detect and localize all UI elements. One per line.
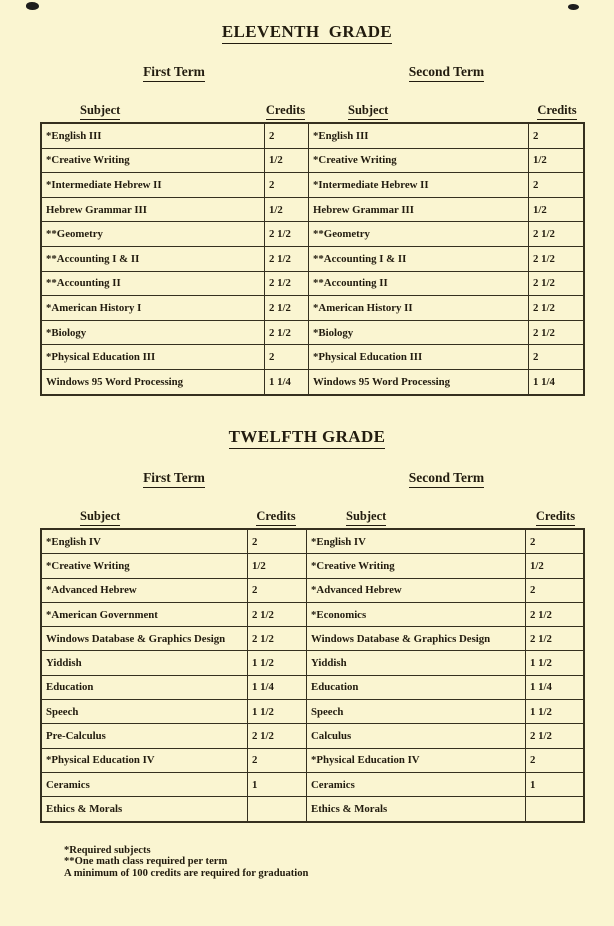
subject-cell: *Creative Writing xyxy=(308,149,528,173)
credits-cell: 2 1/2 xyxy=(528,321,583,345)
subject-cell: *Biology xyxy=(308,321,528,345)
credits-cell: 1/2 xyxy=(528,198,583,222)
credits-cell: 2 xyxy=(264,173,308,197)
twelfth-grade-table xyxy=(40,528,585,823)
credits-cell: 2 1/2 xyxy=(264,321,308,345)
table-row xyxy=(42,197,583,222)
column-headers xyxy=(40,509,585,526)
credits-cell: 2 1/2 xyxy=(264,272,308,296)
credits-cell: 2 xyxy=(247,530,306,553)
table-row xyxy=(42,172,583,197)
table-row xyxy=(42,578,583,602)
subject-header: Subject xyxy=(308,103,529,120)
credits-cell: 2 xyxy=(528,345,583,369)
subject-cell: *Biology xyxy=(46,326,87,339)
subject-cell: Windows Database & Graphics Design xyxy=(46,632,226,645)
column-headers xyxy=(40,103,585,120)
table-row xyxy=(42,246,583,271)
credits-cell: 1/2 xyxy=(264,149,308,173)
table-row xyxy=(42,320,583,345)
subject-cell: *Physical Education III xyxy=(308,345,528,369)
credits-cell: 1/2 xyxy=(264,198,308,222)
subject-header: Subject xyxy=(40,103,263,120)
credits-cell: 2 1/2 xyxy=(247,724,306,747)
credits-cell: 1 1/2 xyxy=(247,651,306,674)
credits-cell: 2 1/2 xyxy=(264,222,308,246)
credits-cell: 1 1/4 xyxy=(525,676,583,699)
credits-cell xyxy=(525,797,583,820)
credits-cell: 2 1/2 xyxy=(247,603,306,626)
credits-cell: 1 1/4 xyxy=(264,370,308,394)
subject-header: Subject xyxy=(40,509,246,526)
subject-cell: *Intermediate Hebrew II xyxy=(308,173,528,197)
subject-cell: **Accounting II xyxy=(46,277,121,290)
credits-cell: 2 1/2 xyxy=(525,627,583,650)
grade-title-text: TWELFTH GRADE xyxy=(229,427,386,449)
credits-cell: 2 xyxy=(264,124,308,148)
credits-cell: 2 1/2 xyxy=(528,272,583,296)
table-row xyxy=(42,221,583,246)
credits-cell: 1 xyxy=(247,773,306,796)
table-row xyxy=(42,796,583,820)
credits-cell: 1/2 xyxy=(525,554,583,577)
table-row xyxy=(42,148,583,173)
footnote-line: *Required subjects xyxy=(64,845,151,856)
subject-cell: **Geometry xyxy=(308,222,528,246)
credits-cell: 2 1/2 xyxy=(264,296,308,320)
subject-cell: *English III xyxy=(308,124,528,148)
table-row xyxy=(42,723,583,747)
subject-header: Subject xyxy=(306,509,526,526)
eleventh-grade-table xyxy=(40,122,585,396)
credits-cell: 2 1/2 xyxy=(528,247,583,271)
subject-cell: Windows Database & Graphics Design xyxy=(306,627,525,650)
scan-artifact xyxy=(26,2,39,10)
credits-cell: 1/2 xyxy=(247,554,306,577)
subject-cell: Education xyxy=(46,681,94,694)
table-row xyxy=(42,553,583,577)
credits-cell xyxy=(247,797,306,820)
credits-cell: 2 1/2 xyxy=(528,222,583,246)
subject-cell: *American History II xyxy=(308,296,528,320)
table-row xyxy=(42,699,583,723)
credits-cell: 2 xyxy=(525,749,583,772)
credits-cell: 2 xyxy=(528,173,583,197)
subject-cell: *English III xyxy=(46,129,102,142)
credits-cell: 2 1/2 xyxy=(264,247,308,271)
subject-cell: Hebrew Grammar III xyxy=(308,198,528,222)
scan-artifact xyxy=(568,4,579,10)
credits-header: Credits xyxy=(246,509,306,526)
subject-cell: Ethics & Morals xyxy=(306,797,525,820)
subject-cell: Hebrew Grammar III xyxy=(46,203,147,216)
credits-cell: 1/2 xyxy=(528,149,583,173)
subject-cell: Ceramics xyxy=(46,778,90,791)
subject-cell: Education xyxy=(306,676,525,699)
subject-cell: *Intermediate Hebrew II xyxy=(46,178,162,191)
footnote-line: **One math class required per term xyxy=(64,856,228,868)
term-label-first: First Term xyxy=(40,470,308,488)
subject-cell: *Physical Education IV xyxy=(306,749,525,772)
footnotes xyxy=(64,845,308,879)
credits-header: Credits xyxy=(529,103,585,120)
credits-cell: 1 1/2 xyxy=(525,700,583,723)
subject-cell: Speech xyxy=(306,700,525,723)
grade-title-text: ELEVENTH GRADE xyxy=(222,22,392,44)
subject-cell: *Economics xyxy=(306,603,525,626)
subject-cell: Pre-Calculus xyxy=(46,730,106,743)
table-row xyxy=(42,748,583,772)
subject-cell: *English IV xyxy=(306,530,525,553)
table-row xyxy=(42,271,583,296)
credits-cell: 2 1/2 xyxy=(528,296,583,320)
credits-cell: 2 1/2 xyxy=(525,724,583,747)
credits-header: Credits xyxy=(526,509,585,526)
credits-cell: 1 1/2 xyxy=(247,700,306,723)
term-label-first: First Term xyxy=(40,64,308,82)
credits-cell: 2 xyxy=(264,345,308,369)
credits-cell: 2 xyxy=(525,579,583,602)
subject-cell: **Geometry xyxy=(46,228,103,241)
credits-cell: 1 xyxy=(525,773,583,796)
table-row xyxy=(42,295,583,320)
credits-cell: 2 xyxy=(525,530,583,553)
subject-cell: Ethics & Morals xyxy=(46,802,123,815)
credits-cell: 1 1/4 xyxy=(247,676,306,699)
table-row xyxy=(42,602,583,626)
table-row xyxy=(42,650,583,674)
term-label-second: Second Term xyxy=(308,470,585,488)
table-row xyxy=(42,369,583,394)
subject-cell: Yiddish xyxy=(306,651,525,674)
table-row xyxy=(42,124,583,148)
subject-cell: *Creative Writing xyxy=(306,554,525,577)
table-row xyxy=(42,675,583,699)
subject-cell: Calculus xyxy=(306,724,525,747)
subject-cell: *Creative Writing xyxy=(46,559,130,572)
table-row xyxy=(42,530,583,553)
subject-cell: *Physical Education IV xyxy=(46,754,155,767)
subject-cell: *American History I xyxy=(46,301,142,314)
subject-cell: **Accounting I & II xyxy=(308,247,528,271)
table-row xyxy=(42,772,583,796)
subject-cell: **Accounting I & II xyxy=(46,252,140,265)
subject-cell: *American Government xyxy=(46,608,158,621)
subject-cell: Windows 95 Word Processing xyxy=(308,370,528,394)
credits-cell: 2 xyxy=(247,749,306,772)
subject-cell: **Accounting II xyxy=(308,272,528,296)
subject-cell: Windows 95 Word Processing xyxy=(46,375,184,388)
subject-cell: *Advanced Hebrew xyxy=(306,579,525,602)
grade-title xyxy=(0,427,614,449)
credits-cell: 2 xyxy=(247,579,306,602)
grade-title xyxy=(0,22,614,44)
credits-header: Credits xyxy=(263,103,308,120)
subject-cell: Speech xyxy=(46,705,79,718)
credits-cell: 2 xyxy=(528,124,583,148)
subject-cell: Ceramics xyxy=(306,773,525,796)
credits-cell: 1 1/4 xyxy=(528,370,583,394)
table-row xyxy=(42,626,583,650)
term-label-second: Second Term xyxy=(308,64,585,82)
subject-cell: *English IV xyxy=(46,535,101,548)
footnote-line: A minimum of 100 credits are required for graduation xyxy=(64,867,309,879)
credits-cell: 2 1/2 xyxy=(247,627,306,650)
subject-cell: *Advanced Hebrew xyxy=(46,584,137,597)
credits-cell: 2 1/2 xyxy=(525,603,583,626)
subject-cell: *Creative Writing xyxy=(46,154,130,167)
subject-cell: *Physical Education III xyxy=(46,351,156,364)
subject-cell: Yiddish xyxy=(46,657,82,670)
table-row xyxy=(42,344,583,369)
credits-cell: 1 1/2 xyxy=(525,651,583,674)
